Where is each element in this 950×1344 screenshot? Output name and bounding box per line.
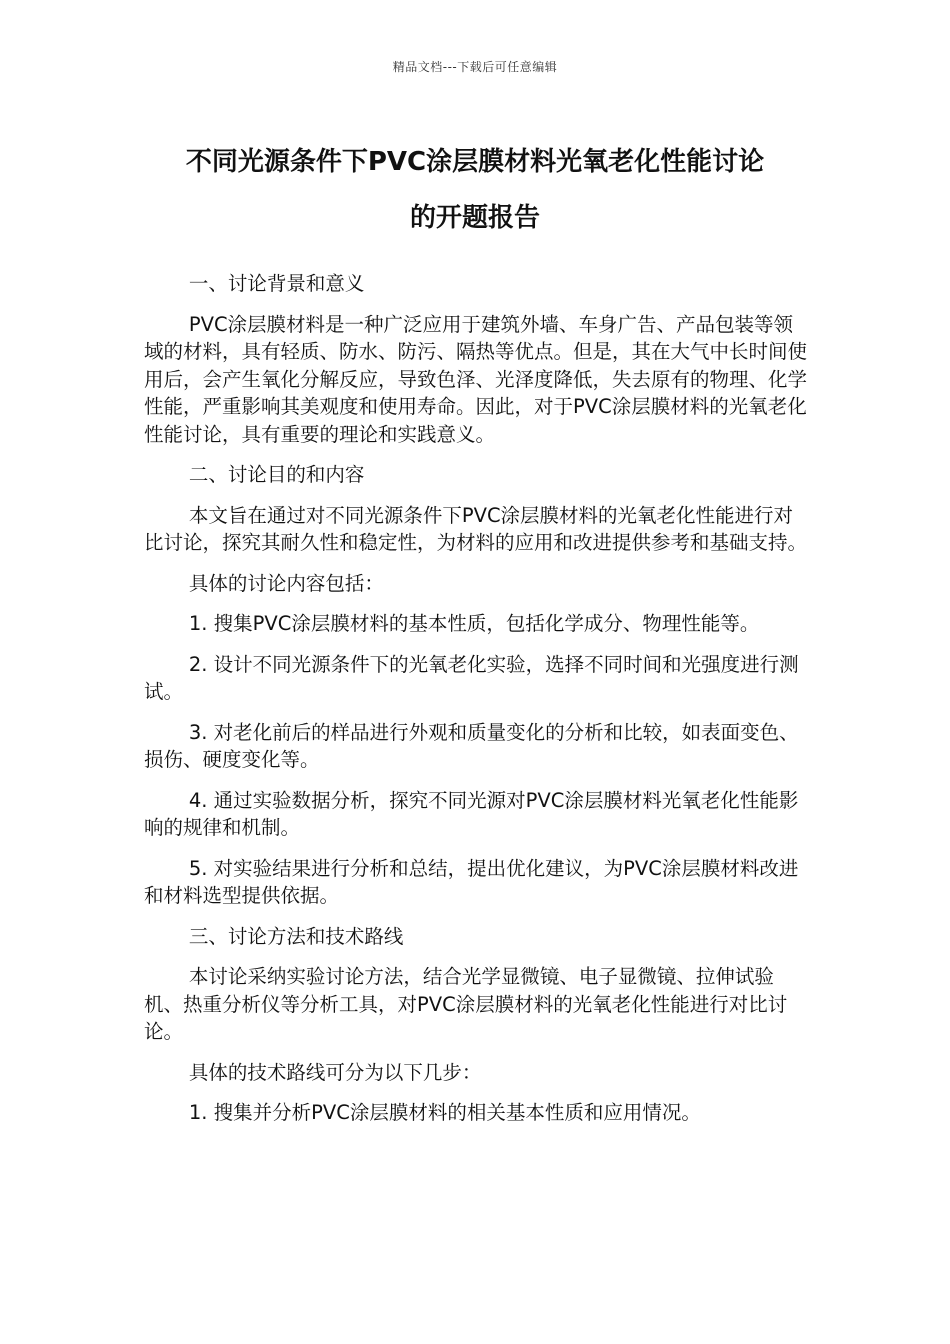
- paragraph-content-intro: 具体的讨论内容包括：: [188, 571, 384, 595]
- document-body: [144, 270, 808, 1140]
- title-line-1: 不同光源条件下PVC涂层膜材料光氧老化性能讨论: [185, 147, 765, 177]
- paragraph-route-intro: 具体的技术路线可分为以下几步：: [188, 1060, 482, 1084]
- header-note: 精品文档---下载后可任意编辑: [392, 60, 558, 74]
- title-line-2: 的开题报告: [409, 203, 540, 233]
- list-item-content-4: 4. 通过实验数据分析，探究不同光源对PVC涂层膜材料光氧老化性能影响的规律和机制。: [144, 788, 799, 839]
- list-item-content-2: 2. 设计不同光源条件下的光氧老化实验，选择不同时间和光强度进行测试。: [144, 652, 799, 703]
- paragraph-methods: 本讨论采纳实验讨论方法，结合光学显微镜、电子显微镜、拉伸试验机、热重分析仪等分析工具，对PVC涂层膜材料的光氧老化性能进行对比讨论。: [144, 965, 788, 1043]
- paragraph-background: PVC涂层膜材料是一种广泛应用于建筑外墙、车身广告、产品包装等领域的材料，具有轻质、防水、防污、隔热等优点。但是，其在大气中长时间使用后，会产生氧化分解反应，导致色泽、光泽度降低，失去原有的物理、化学性能，严重影响其美观度和使用寿命。因此，对于PVC涂层膜材料的光氧老化性能讨论，具有重要的理论和实践意义。: [144, 312, 808, 446]
- section-heading-background: 一、讨论背景和意义: [188, 272, 365, 295]
- list-item-content-5: 5. 对实验结果进行分析和总结，提出优化建议，为PVC涂层膜材料改进和材料选型提供依据。: [144, 856, 799, 907]
- document-title: [110, 134, 840, 246]
- list-item-content-3: 3. 对老化前后的样品进行外观和质量变化的分析和比较，如表面变色、损伤、硬度变化等。: [144, 720, 799, 771]
- paragraph-objectives: 本文旨在通过对不同光源条件下PVC涂层膜材料的光氧老化性能进行对比讨论，探究其耐久性和稳定性，为材料的应用和改进提供参考和基础支持。: [144, 503, 808, 554]
- list-item-content-1: 1. 搜集PVC涂层膜材料的基本性质，包括化学成分、物理性能等。: [188, 612, 760, 635]
- section-heading-objectives: 二、讨论目的和内容: [188, 463, 365, 486]
- list-item-route-1: 1. 搜集并分析PVC涂层膜材料的相关基本性质和应用情况。: [188, 1101, 701, 1124]
- section-heading-methods: 三、讨论方法和技术路线: [188, 924, 404, 948]
